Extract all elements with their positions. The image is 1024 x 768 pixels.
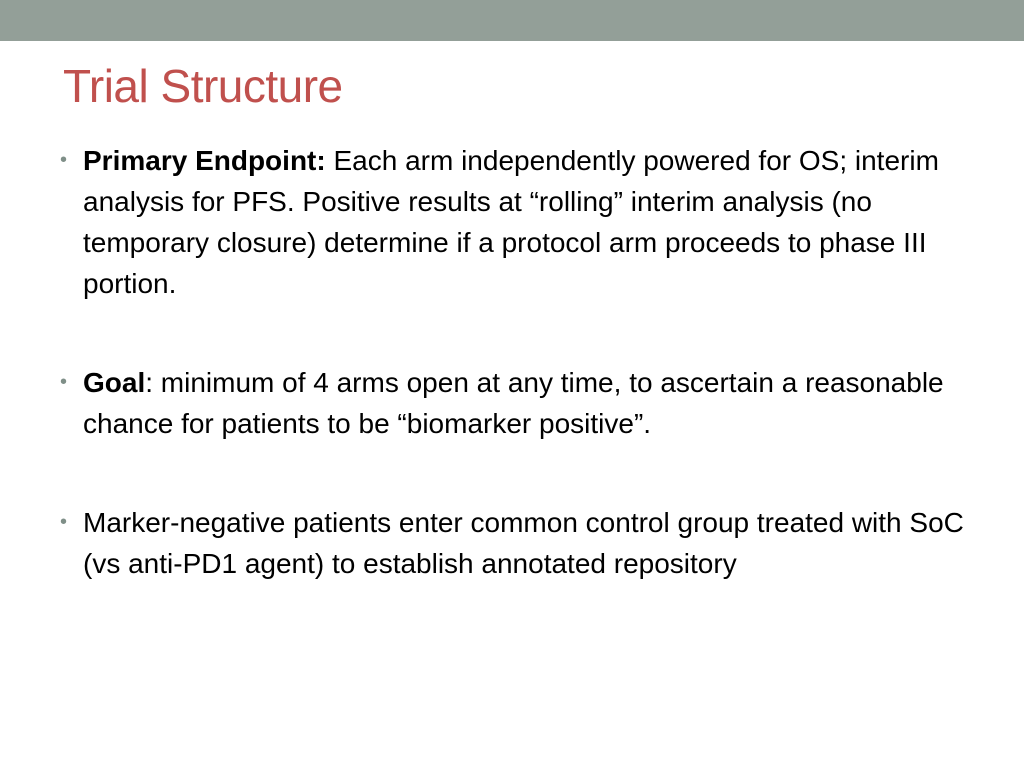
bullet-text: : minimum of 4 arms open at any time, to ascertain a reasonable chance for patients to be “biomarker positive”. <box>83 367 944 439</box>
header-band <box>0 0 1024 41</box>
bullet-goal <box>60 362 965 444</box>
bullet-text: Marker-negative patients enter common control group treated with SoC (vs anti-PD1 agent) to establish annotated repository <box>83 507 964 579</box>
bullet-dot-icon: • <box>60 511 68 533</box>
bullet-text: Each arm independently powered for OS; interim analysis for PFS. Positive results at “rolling” interim analysis (no temporary closure) determine if a protocol arm proceeds to phase III portion. <box>83 145 939 299</box>
bullet-dot-icon: • <box>60 371 68 393</box>
bullet-term: Primary Endpoint: <box>83 145 326 176</box>
bullet-term: Goal <box>83 367 146 398</box>
bullet-primary-endpoint <box>60 140 965 304</box>
bullet-dot-icon: • <box>60 149 68 171</box>
bullet-list <box>60 140 965 584</box>
bullet-marker-negative <box>60 502 965 584</box>
slide-title: Trial Structure <box>63 60 343 112</box>
